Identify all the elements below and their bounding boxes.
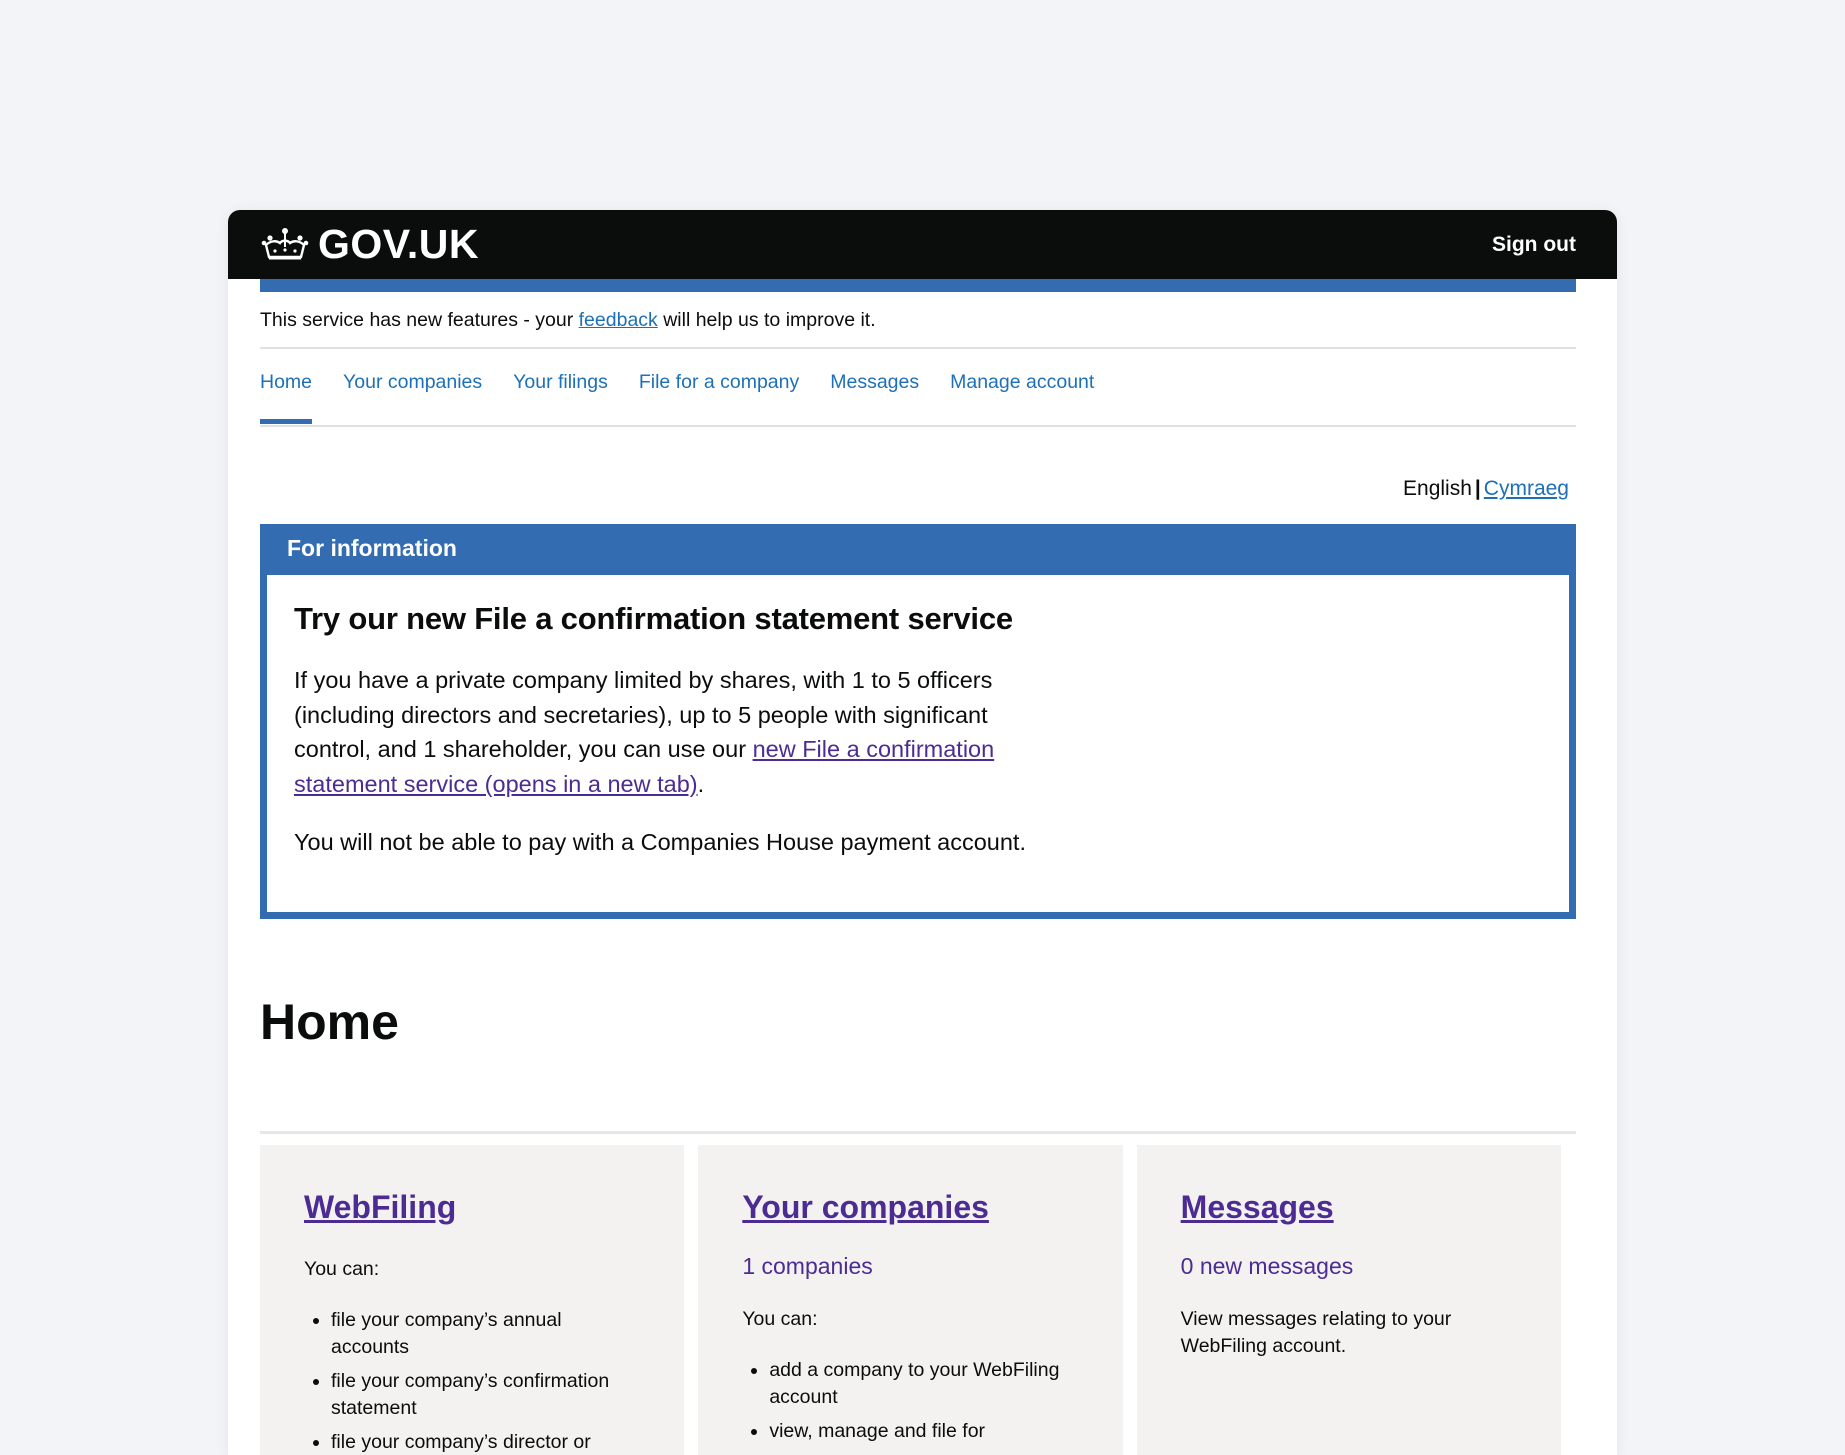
dashboard-cards (260, 1145, 1561, 1455)
information-heading: Try our new File a confirmation statement service (294, 601, 1013, 637)
page-title: Home (260, 994, 399, 1051)
logo-text: GOV.UK (318, 221, 479, 267)
companies-intro: You can: (742, 1308, 818, 1331)
phase-banner (260, 292, 1576, 349)
language-separator: | (1474, 477, 1481, 501)
nav-your-companies[interactable]: Your companies (343, 371, 483, 394)
feedback-link[interactable]: feedback (578, 309, 658, 331)
nav-manage-account[interactable]: Manage account (950, 371, 1095, 394)
webfiling-list (304, 1307, 640, 1455)
browser-window (228, 210, 1617, 1455)
crown-icon (260, 225, 310, 265)
companies-count-link[interactable]: 1 companies (742, 1253, 873, 1280)
information-paragraph (294, 663, 1054, 801)
nav-file-for-a-company[interactable]: File for a company (638, 371, 800, 394)
govuk-logo-link[interactable] (260, 221, 479, 267)
sign-out-link[interactable]: Sign out (1492, 232, 1576, 256)
information-banner-label: For information (260, 524, 1576, 575)
payment-account-note: You will not be able to pay with a Companies House payment account. (294, 829, 1026, 856)
new-messages-link[interactable]: 0 new messages (1180, 1253, 1354, 1280)
list-item: • file your company’s director or (331, 1429, 640, 1455)
webfiling-intro: You can: (304, 1258, 380, 1281)
nav-home[interactable]: Home (260, 349, 312, 424)
section-divider (260, 1131, 1576, 1134)
nav-your-filings[interactable]: Your filings (513, 371, 608, 394)
list-item: • add a company to your WebFiling account (769, 1357, 1078, 1411)
confirmation-statement-service-link[interactable]: new File a confirmation statement service (opens in a new tab) (294, 736, 995, 797)
card-messages (1137, 1145, 1561, 1455)
govuk-header (228, 210, 1617, 279)
header-accent-bar (260, 279, 1576, 292)
service-navigation (260, 349, 1576, 427)
messages-description: View messages relating to your WebFiling account. (1180, 1308, 1452, 1358)
information-paragraph-end: . (697, 770, 705, 797)
main-container (260, 279, 1576, 1455)
card-webfiling (260, 1145, 684, 1455)
language-cymraeg-link[interactable]: Cymraeg (1483, 477, 1569, 501)
list-item: • file your company’s confirmation statement (331, 1368, 640, 1422)
information-banner (260, 524, 1576, 919)
language-switcher (260, 427, 1576, 515)
information-paragraph-text: If you have a private company limited by shares, with 1 to 5 officers (including directors and secretaries), up to 5 people with significant control, and 1 shareholder, you can use our (294, 667, 993, 763)
card-your-companies (698, 1145, 1122, 1455)
language-current: English (1403, 477, 1472, 501)
list-item: • file your company’s annual accounts (331, 1307, 640, 1361)
banner-prefix: This service has new features - your (260, 309, 579, 331)
webfiling-link[interactable]: WebFiling (304, 1189, 457, 1226)
banner-suffix: will help us to improve it. (657, 309, 876, 331)
nav-messages[interactable]: Messages (830, 371, 920, 394)
your-companies-link[interactable]: Your companies (742, 1189, 989, 1226)
messages-link[interactable]: Messages (1180, 1189, 1334, 1226)
companies-list (742, 1357, 1078, 1445)
information-banner-body (267, 575, 1569, 860)
list-item: • view, manage and file for (769, 1418, 1078, 1445)
